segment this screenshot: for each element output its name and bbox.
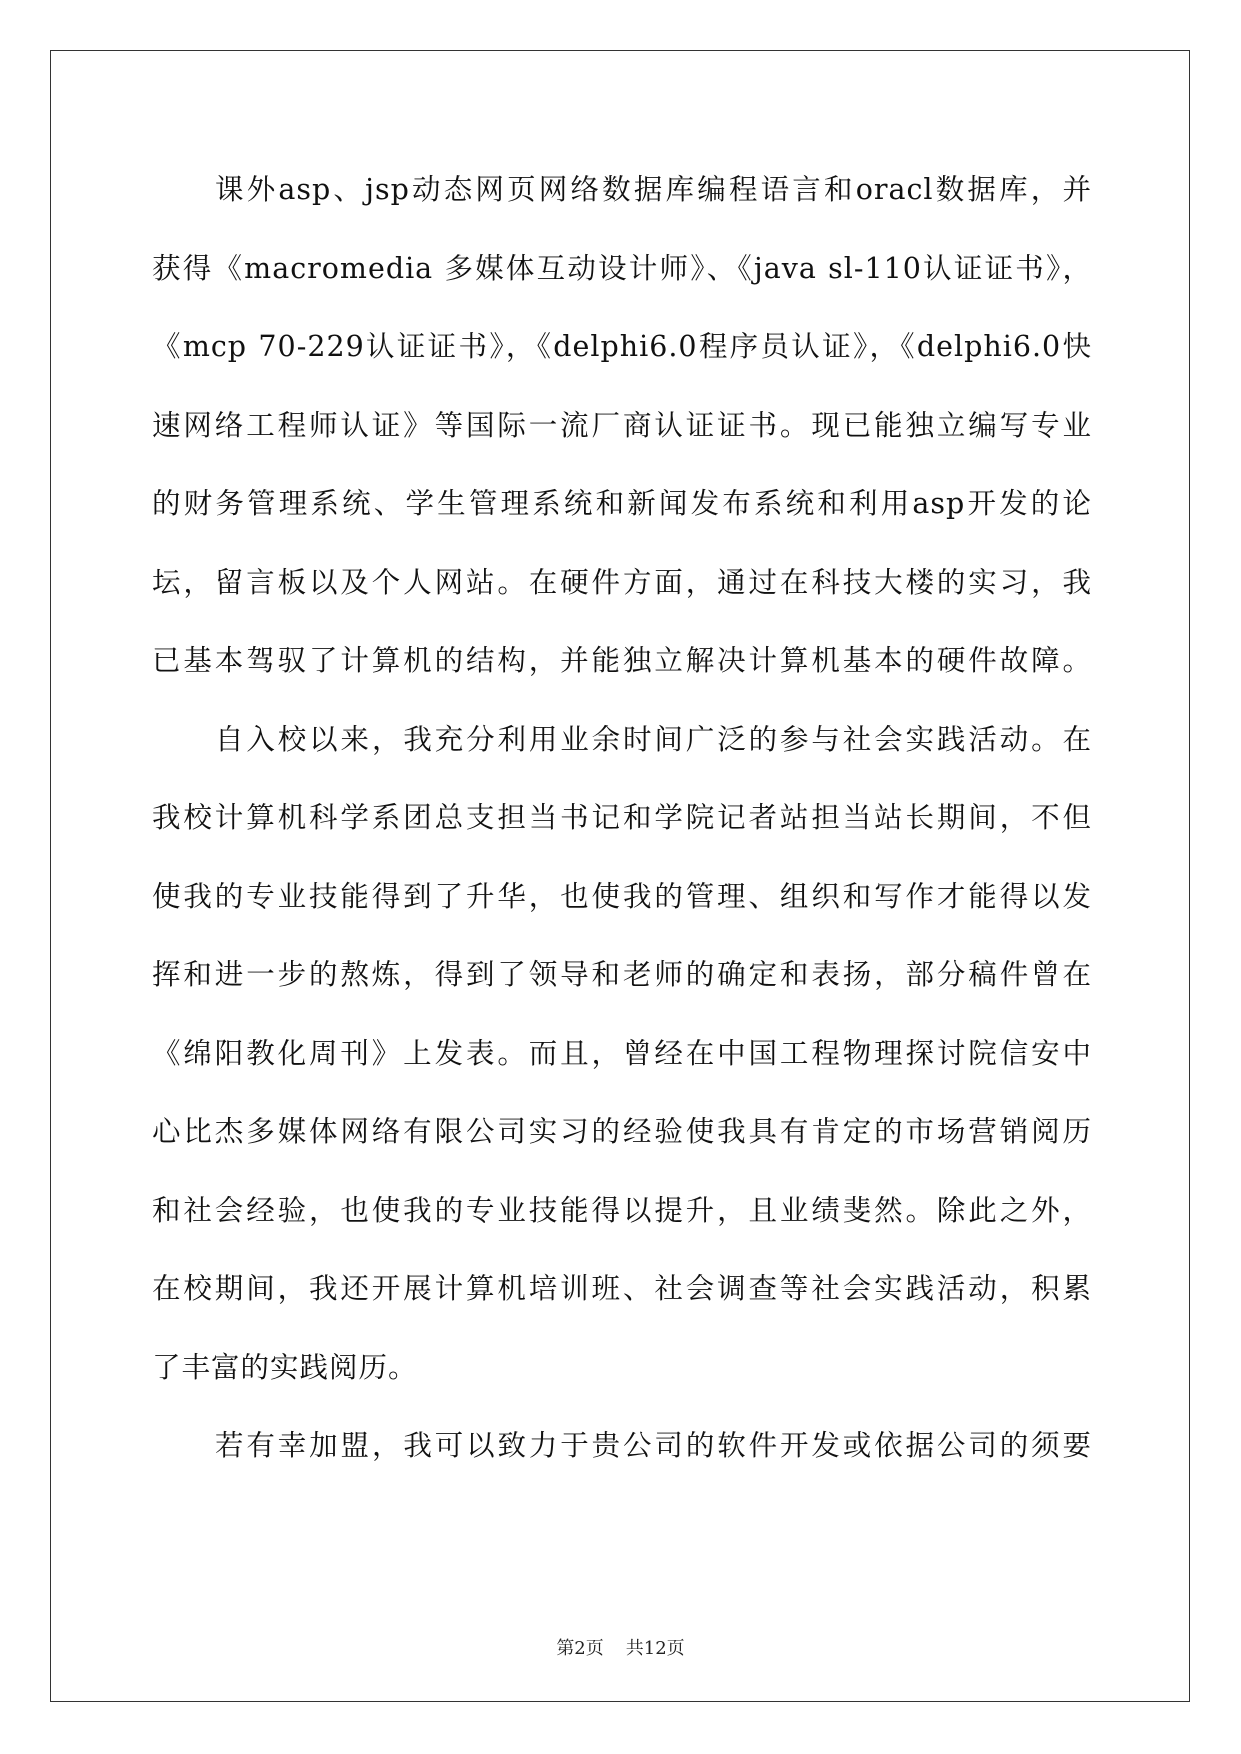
page-footer [0,1634,1241,1660]
text-line: 速网络工程师认证》等国际一流厂商认证证书。现已能独立编写专业 [152,408,1092,442]
document-body [152,165,1092,1500]
text-line: 获得《macromedia 多媒体互动设计师》、《java sl-110认证证书》， [152,251,1092,285]
text-line: 了丰富的实践阅历。 [152,1350,418,1384]
text-line: 坛，留言板以及个人网站。在硬件方面，通过在科技大楼的实习，我 [152,565,1092,599]
page-number: 第2页 [556,1638,604,1659]
text-line: 使我的专业技能得到了升华，也使我的管理、组织和写作才能得以发 [152,879,1092,913]
text-line: 的财务管理系统、学生管理系统和新闻发布系统和利用asp开发的论 [152,487,1092,520]
text-line: 《绵阳教化周刊》上发表。而且，曾经在中国工程物理探讨院信安中 [152,1036,1092,1070]
text-line: 《mcp 70-229认证证书》，《delphi6.0程序员认证》，《delphi6.0快 [152,330,1092,363]
text-line: 和社会经验，也使我的专业技能得以提升，且业绩斐然。除此之外， [152,1193,1092,1227]
text-line: 自入校以来，我充分利用业余时间广泛的参与社会实践活动。在 [215,722,1092,756]
text-line: 若有幸加盟，我可以致力于贵公司的软件开发或依据公司的须要 [215,1429,1092,1462]
text-line: 已基本驾驭了计算机的结构，并能独立解决计算机基本的硬件故障。 [152,644,1092,677]
text-line: 我校计算机科学系团总支担当书记和学院记者站担当站长期间，不但 [152,801,1092,834]
page-total: 共12页 [625,1638,685,1659]
text-line: 心比杰多媒体网络有限公司实习的经验使我具有肯定的市场营销阅历 [152,1115,1092,1148]
text-line: 挥和进一步的熬炼，得到了领导和老师的确定和表扬，部分稿件曾在 [152,958,1092,991]
text-line: 在校期间，我还开展计算机培训班、社会调查等社会实践活动，积累 [152,1272,1092,1305]
text-line: 课外asp、jsp动态网页网络数据库编程语言和oracl数据库，并 [215,173,1092,206]
